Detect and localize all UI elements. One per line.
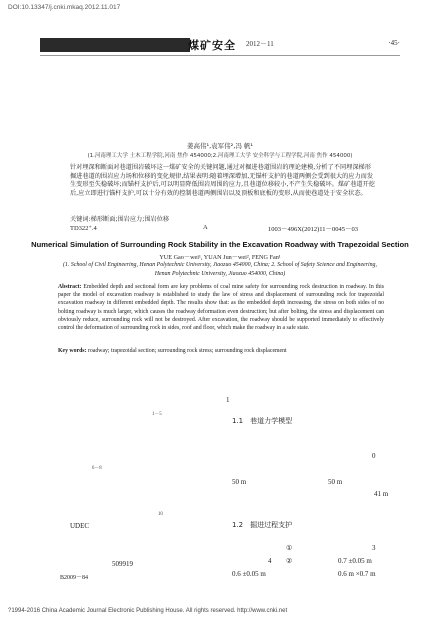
journal-header: [40, 38, 400, 52]
value-zero: 0: [372, 452, 376, 460]
english-keywords: [58, 348, 287, 354]
section-1-1-heading: 1.1 巷道力学模型: [232, 417, 293, 425]
section-1-2-heading: 1.2 掘进过程支护: [232, 521, 293, 529]
marker-circle-2: ②: [286, 557, 293, 565]
citation-10: 10: [158, 512, 163, 517]
abstract-text: Embedded depth and sectional form are key problems of coal mine safety for surrounding rock destruction in roadway. In this paper the model of excavation roadway is established to study the law of stress and displacement of surrounding rock for trapezoidal excavation roadway in different embedded depth. The results show that: as the embedded depth increasing, the stress on both sides of no bolting roadway is much larger, which causes the roadway deformation even destruction; but after bolting, the stress and displacement can obviously reduce, surrounding rock will not be destroyed. After excavation, the roadway should be supported immediately to effectively control the deformation of surrounding rock in sides, roof and floor, which make the roadway in a safe state.: [58, 284, 384, 332]
chinese-authors: 姜高伟¹,袁军伟²,冯 帆¹: [186, 142, 253, 150]
citation-6-8: 6－8: [92, 466, 102, 471]
article-number: 1003－496X(2012)11－0045－03: [268, 226, 359, 233]
page-number: ·45·: [388, 39, 400, 47]
dim-0-6: 0.6 ±0.05 m: [232, 570, 266, 578]
abstract-label: Abstract:: [58, 284, 82, 290]
depth-50m-b: 50 m: [328, 478, 343, 486]
section-1-heading: 1: [226, 396, 230, 404]
depth-50m-a: 50 m: [232, 478, 247, 486]
journal-name: 煤矿安全: [188, 39, 236, 52]
chinese-abstract: 针对埋深和断面对巷道围岩破坏这一煤矿安全的关键问题,通过对掘进巷道围岩的理论建模,分析了不同埋深梯形掘进巷道的围岩应力场和位移的变化规律,结果表明:随着埋深增加,无锚杆支护的巷道两侧会受到很大的应力而发生变形至失稳破坏;而锚杆支护后,可以明显降低围岩周围的应力,且巷道位移较小,不产生失稳破坏。煤矿巷道开挖后,应立即进行锚杆支护,可以十分有效的控制巷道两侧围岩以及顶板和底板的变形,从而使巷道处于安全状态。: [70, 164, 375, 197]
english-affiliation-line-2: Henan Polytechnic University, Jiaozuo 454000, China): [154, 271, 286, 277]
fund-code: B2009－84: [60, 575, 89, 581]
citation-1-5: 1－5: [152, 412, 162, 417]
keywords-text: roadway; trapezoidal section; surrounding rock stress; surrounding rock displacement: [87, 348, 287, 354]
journal-issue: 2012－11: [246, 40, 274, 48]
copyright-footer: ?1994-2016 China Academic Journal Electronic Publishing House. All rights reserved. http://www.cnki.net: [8, 608, 288, 614]
depth-41m: 41 m: [374, 490, 389, 498]
header-banner: [40, 38, 190, 52]
clc-number: TD322⁺.4: [70, 225, 97, 232]
dim-0-7: 0.7 ±0.05 m: [338, 557, 372, 565]
english-title: Numerical Simulation of Surrounding Rock Stability in the Excavation Roadway with Trapezoidal Section: [31, 240, 409, 249]
header-rule: [40, 55, 400, 56]
fund-number: 509919: [112, 560, 133, 568]
dim-0-6-by-0-7: 0.6 m ×0.7 m: [338, 570, 376, 578]
doi-line: DOI:10.13347/j.cnki.mkaq.2012.11.017: [8, 4, 121, 11]
document-code: A: [203, 224, 208, 231]
english-abstract: [58, 283, 384, 332]
value-4: 4: [268, 557, 272, 565]
chinese-keywords: 关键词:梯形断面;围岩应力;围岩位移: [70, 216, 170, 223]
chinese-affiliations: (1.河南理工大学 土木工程学院,河南 焦作 454000;2.河南理工大学 安全科学与工程学院,河南 焦作 454000): [87, 153, 353, 159]
keywords-label: Key words:: [58, 348, 87, 354]
udec-label: UDEC: [70, 522, 90, 530]
english-affiliation-line-1: (1. School of Civil Engineering, Henan Polytechnic University, Jiaozuo 454000, China; 2. School of Safety Science and Engineering,: [63, 262, 377, 268]
marker-circle-1: ①: [286, 544, 293, 552]
english-authors: YUE Gao－wei¹, YUAN Jun－wei², FENG Fan¹: [159, 254, 281, 261]
value-3: 3: [372, 544, 376, 552]
